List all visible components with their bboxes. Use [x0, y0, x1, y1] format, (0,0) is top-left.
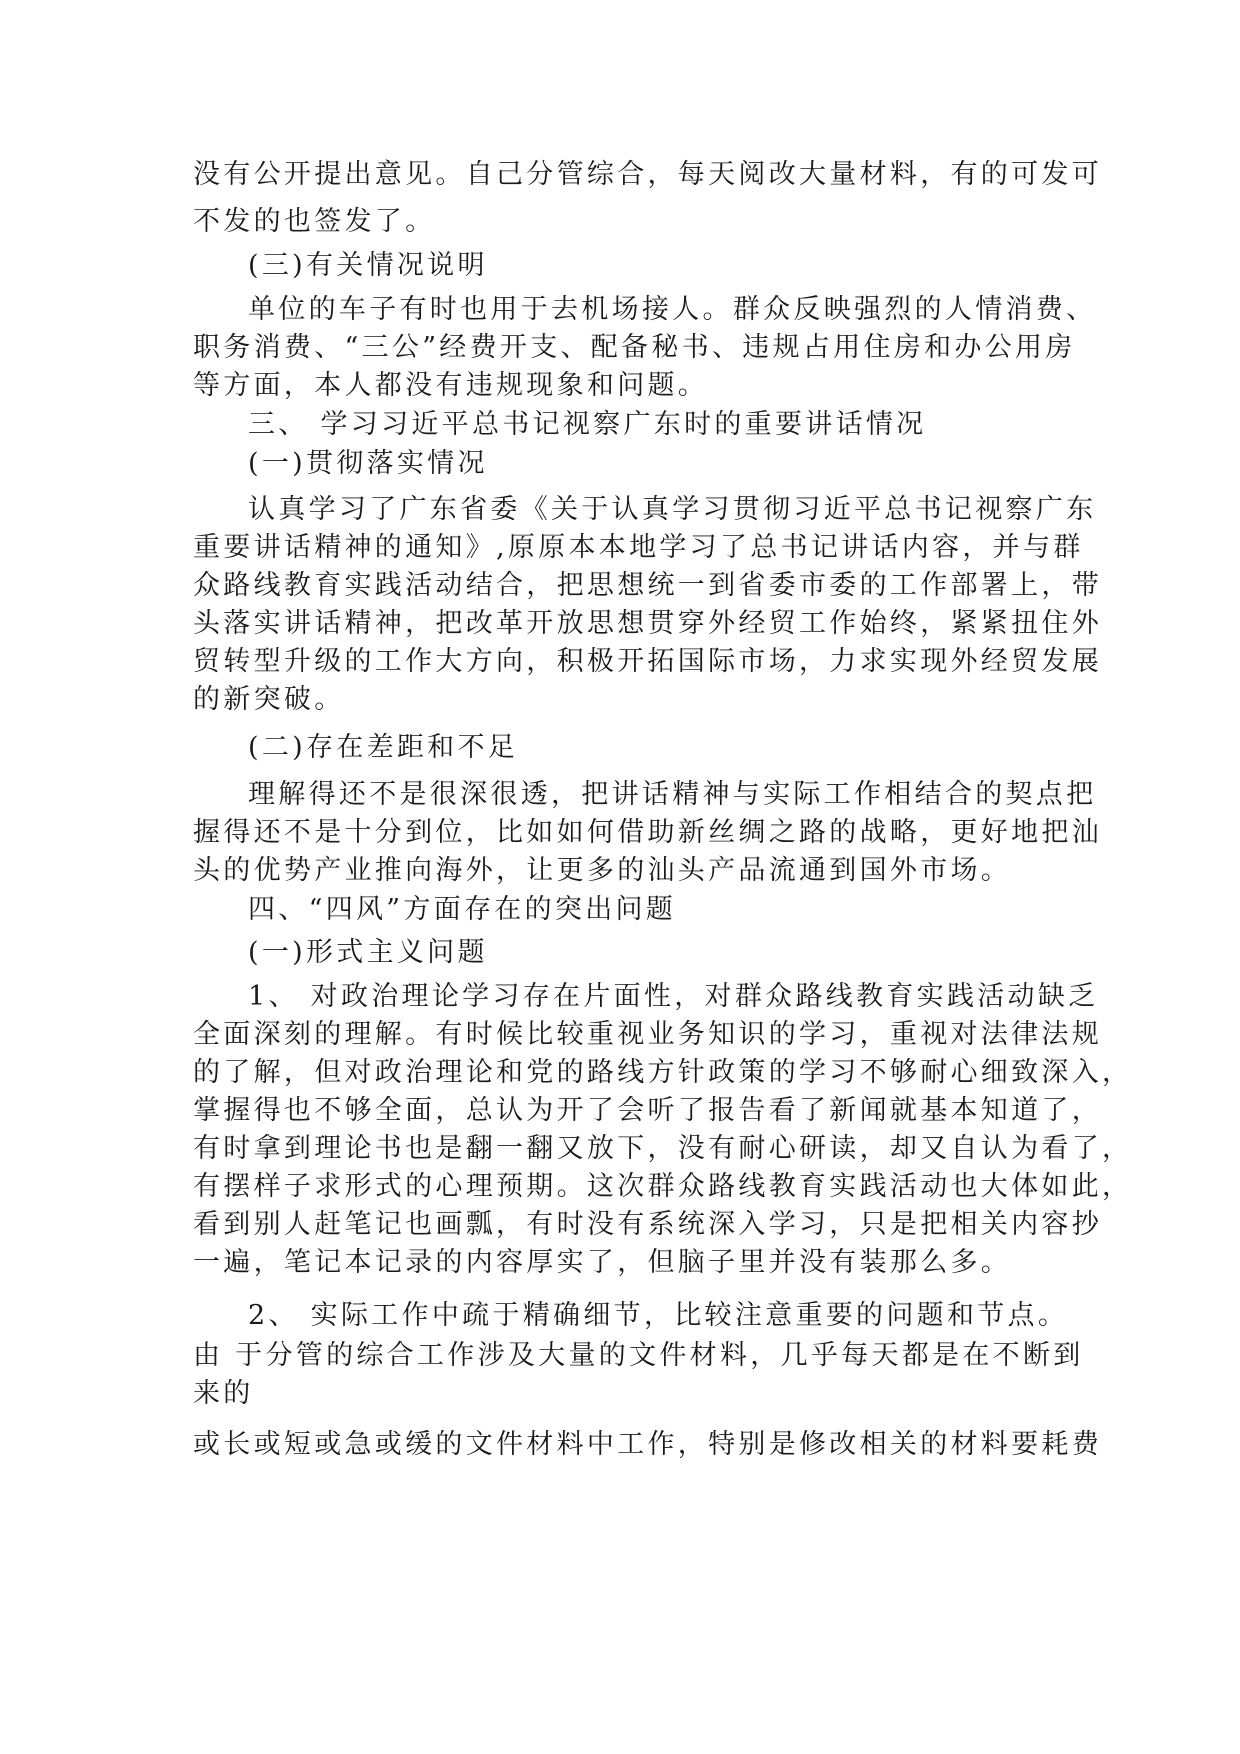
text-line: 握得还不是十分到位，比如如何借助新丝绸之路的战略，更好地把汕: [193, 817, 1102, 848]
text-line: 单位的车子有时也用于去机场接人。群众反映强烈的人情消费、: [248, 294, 1097, 325]
text-line: 全面深刻的理解。有时候比较重视业务知识的学习，重视对法律法规: [193, 1019, 1102, 1050]
subsection-heading: (一)形式主义问题: [248, 937, 488, 968]
subsection-heading: (一)贯彻落实情况: [248, 448, 488, 479]
text-line: 的了解，但对政治理论和党的路线方针政策的学习不够耐心细致深入，: [193, 1057, 1133, 1088]
text-line: 看到别人赶笔记也画瓢，有时没有系统深入学习，只是把相关内容抄: [193, 1209, 1102, 1240]
text-line: 众路线教育实践活动结合，把思想统一到省委市委的工作部署上，带: [193, 570, 1102, 601]
text-line: 的新突破。: [193, 684, 345, 715]
section-heading: 四、“四风”方面存在的突出问题: [248, 894, 677, 925]
text-line: 由 于分管的综合工作涉及大量的文件材料，几乎每天都是在不断到: [193, 1340, 1084, 1371]
text-line: 不发的也签发了。: [193, 206, 436, 237]
text-line: 没有公开提出意见。自己分管综合，每天阅改大量材料，有的可发可: [193, 159, 1102, 190]
text-line: 贸转型升级的工作大方向，积极开拓国际市场，力求实现外经贸发展: [193, 646, 1102, 677]
text-line: 等方面，本人都没有违规现象和问题。: [193, 370, 709, 401]
text-line: 认真学习了广东省委《关于认真学习贯彻习近平总书记视察广东: [248, 494, 1097, 525]
text-line: 一遍，笔记本记录的内容厚实了，但脑子里并没有装那么多。: [193, 1247, 1012, 1278]
subsection-heading: (三)有关情况说明: [248, 250, 488, 281]
text-line: 头落实讲话精神，把改革开放思想贯穿外经贸工作始终，紧紧扭住外: [193, 608, 1102, 639]
text-line: 来的: [193, 1378, 254, 1409]
text-line: 重要讲话精神的通知》,原原本本地学习了总书记讲话内容，并与群: [193, 532, 1084, 563]
text-line: 头的优势产业推向海外，让更多的汕头产品流通到国外市场。: [193, 855, 1012, 886]
text-line: 有摆样子求形式的心理预期。这次群众路线教育实践活动也大体如此，: [193, 1171, 1133, 1202]
text-line: 2、 实际工作中疏于精确细节，比较注意重要的问题和节点。: [248, 1300, 1069, 1331]
text-line: 有时拿到理论书也是翻一翻又放下，没有耐心研读，却又自认为看了，: [193, 1133, 1133, 1164]
text-line: 或长或短或急或缓的文件材料中工作，特别是修改相关的材料要耗费: [193, 1429, 1102, 1460]
text-line: 1、 对政治理论学习存在片面性，对群众路线教育实践活动缺乏: [248, 981, 1099, 1012]
section-heading: 三、 学习习近平总书记视察广东时的重要讲话情况: [248, 409, 927, 440]
text-line: 理解得还不是很深很透，把讲话精神与实际工作相结合的契点把: [248, 779, 1097, 810]
subsection-heading: (二)存在差距和不足: [248, 732, 519, 763]
text-line: 掌握得也不够全面，总认为开了会听了报告看了新闻就基本知道了，: [193, 1095, 1102, 1126]
text-line: 职务消费、“三公”经费开支、配备秘书、违规占用住房和办公用房: [193, 332, 1076, 363]
